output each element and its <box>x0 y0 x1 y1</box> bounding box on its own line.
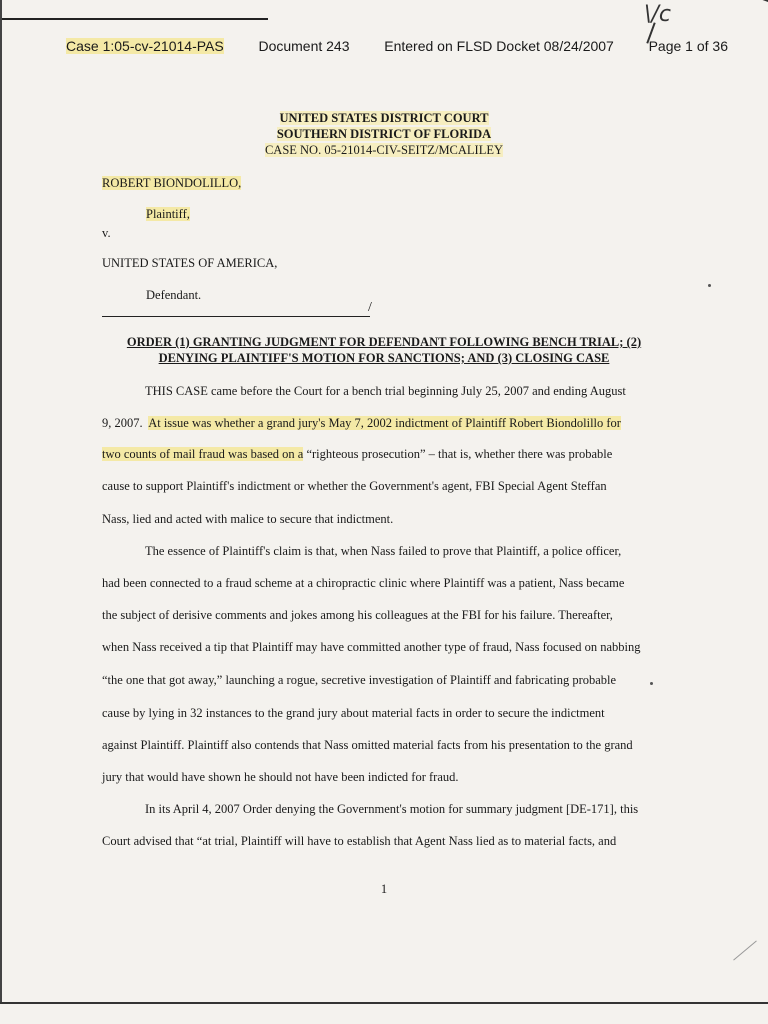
plaintiff-name: ROBERT BIONDOLILLO, <box>102 176 242 190</box>
case-number: CASE NO. 05-21014-CIV-SEITZ/MCALILEY <box>264 143 504 157</box>
body-line: jury that would have shown he should not have been indicted for fraud. <box>102 770 459 784</box>
entered-docket: Entered on FLSD Docket 08/24/2007 <box>384 38 614 54</box>
body-line: against Plaintiff. Plaintiff also contends that Nass omitted material facts from his presentation to the grand <box>102 738 633 752</box>
body-line: cause by lying in 32 instances to the grand jury about material facts in order to secure the indictment <box>102 706 605 720</box>
body-line: had been connected to a fraud scheme at a chiropractic clinic where Plaintiff was a patient, Nass became <box>102 576 625 590</box>
page-count: Page 1 of 36 <box>648 38 728 54</box>
court-name: UNITED STATES DISTRICT COURT <box>279 111 489 125</box>
scan-speck <box>708 284 711 287</box>
defendant-role: Defendant. <box>146 288 202 302</box>
court-district: SOUTHERN DISTRICT OF FLORIDA <box>276 127 492 141</box>
body-line: the subject of derisive comments and jokes among his colleagues at the FBI for his failure. Thereafter, <box>102 608 613 622</box>
caption-slash: / <box>368 300 372 315</box>
body-line: Court advised that “at trial, Plaintiff will have to establish that Agent Nass lied as to material facts, and <box>102 834 617 848</box>
body-line: when Nass received a tip that Plaintiff may have committed another type of fraud, Nass focused on nabbing <box>102 640 641 654</box>
scan-speck <box>650 682 653 685</box>
defendant-name: UNITED STATES OF AMERICA, <box>102 256 278 270</box>
order-title-line1: ORDER (1) GRANTING JUDGMENT FOR DEFENDANT FOLLOWING BENCH TRIAL; (2) <box>126 335 642 349</box>
docket-header <box>66 38 728 54</box>
body-line: 9, 2007. At issue was whether a grand jury's May 7, 2002 indictment of Plaintiff Robert Biondolillo for <box>102 416 621 430</box>
order-title-line2: DENYING PLAINTIFF'S MOTION FOR SANCTIONS; AND (3) CLOSING CASE <box>158 351 610 365</box>
caption-rule <box>102 316 370 317</box>
court-heading <box>0 110 768 158</box>
body-line: “the one that got away,” launching a rogue, secretive investigation of Plaintiff and fabricating probable <box>102 673 617 687</box>
handwritten-mark: \/c <box>644 2 671 27</box>
body-line: cause to support Plaintiff's indictment or whether the Government's agent, FBI Special Agent Steffan <box>102 479 607 493</box>
plaintiff-role: Plaintiff, <box>146 207 190 221</box>
corner-fold <box>728 0 768 32</box>
case-number-header: Case 1:05-cv-21014-PAS <box>66 38 224 54</box>
body-line: The essence of Plaintiff's claim is that, when Nass failed to prove that Plaintiff, a police officer, <box>145 544 622 558</box>
body-line: Nass, lied and acted with malice to secure that indictment. <box>102 512 394 526</box>
corner-mark <box>733 940 757 960</box>
document-number: Document 243 <box>258 38 350 54</box>
body-line: In its April 4, 2007 Order denying the Government's motion for summary judgment [DE-171], this <box>145 802 639 816</box>
page-number: 1 <box>380 882 388 896</box>
body-line: two counts of mail fraud was based on a “righteous prosecution” – that is, whether there was probable <box>102 447 613 461</box>
order-title <box>96 334 672 366</box>
body-line: THIS CASE came before the Court for a bench trial beginning July 25, 2007 and ending August <box>145 384 626 398</box>
scan-edge-bottom <box>0 1002 768 1004</box>
scan-edge-top <box>0 18 268 20</box>
versus: v. <box>102 226 111 240</box>
